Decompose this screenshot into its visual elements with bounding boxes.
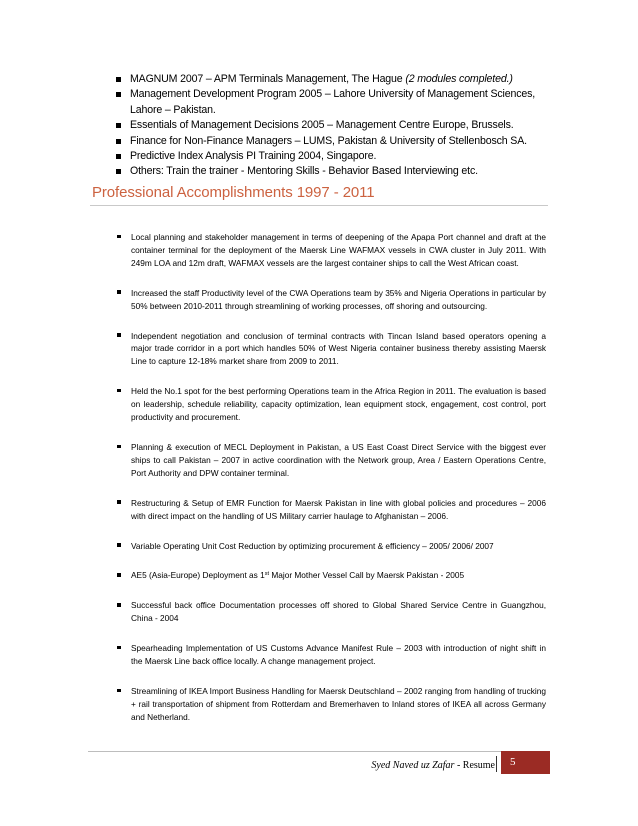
section-divider: [90, 205, 548, 206]
accomplishment-text: Independent negotiation and conclusion of terminal contracts with Tincan Island based operators opening a major trade corridor in a port which handles 50% of West Nigeria container business thereby assisting Maersk Line to capture 12-18% market share from 2009 to 2011.: [131, 330, 546, 367]
footer-separator: [496, 756, 497, 772]
footer-doc-label: - Resume: [454, 760, 495, 771]
list-item: [116, 72, 561, 87]
accomplishment-text: Streamlining of IKEA Import Business Handling for Maersk Deutschland – 2002 ranging from handling of trucking + rail transportation of shipment from Rotterdam and Bremerhaven to Inland stores of IKEA all across Germany and Netherland.: [131, 685, 546, 722]
training-text: Others: Train the trainer - Mentoring Skills - Behavior Based Interviewing etc.: [130, 165, 478, 178]
square-bullet-icon: [117, 333, 121, 337]
list-item: [117, 599, 546, 625]
training-text: Finance for Non-Finance Managers – LUMS, Pakistan & University of Stellenbosch SA.: [130, 134, 527, 147]
square-bullet-icon: [117, 290, 121, 294]
square-bullet-icon: [117, 500, 121, 504]
training-text: Management Development Program 2005 – Lahore University of Management Sciences, Lahore – Pakistan.: [130, 88, 536, 116]
training-note: (2 modules completed.): [405, 73, 513, 85]
square-bullet-icon: [117, 646, 121, 650]
accomplishment-text: Local planning and stakeholder management in terms of deepening of the Apapa Port channel and draft at the container terminal for the deployment of the Maersk Line WAFMAX vessels in CWA cluster in July 2011. With 249m LOA and 12m draft, WAFMAX vessels are the largest container ships to call the West African coast.: [131, 232, 546, 268]
square-bullet-icon: [117, 603, 121, 607]
page-number: 5: [501, 751, 550, 774]
list-item: [117, 287, 546, 313]
training-list: [116, 72, 561, 180]
list-item: [117, 642, 546, 668]
accomplishment-text: Increased the staff Productivity level of the CWA Operations team by 35% and Nigeria Operations in particular by 50% between 2010-2011 through streamlining of working processes, off shoring and outsourcing.: [131, 287, 546, 311]
list-item: [116, 149, 561, 164]
accomplishment-text: Held the No.1 spot for the best performing Operations team in the Africa Region in 2011. The evaluation is based on leadership, schedule reliability, capacity optimization, lean equipment stock, engagement, cost control, port productivity and procurement.: [131, 386, 546, 423]
accomplishment-text: AE5 (Asia-Europe) Deployment as 1: [131, 570, 265, 581]
square-bullet-icon: [116, 139, 121, 144]
accomplishment-text: Spearheading Implementation of US Customs Advance Manifest Rule – 2003 with introduction of night shift in the Maersk Line back office locally. A change management project.: [131, 643, 546, 667]
section-title: Professional Accomplishments 1997 - 2011: [92, 184, 375, 201]
list-item: [117, 231, 546, 270]
accomplishment-text: Restructuring & Setup of EMR Function for Maersk Pakistan in line with global policies and procedures – 2006 with direct impact on the handling of US Military carrier haulage to Afghanistan – 2006.: [131, 497, 546, 521]
list-item: [116, 87, 561, 118]
list-item: [116, 134, 561, 149]
square-bullet-icon: [116, 92, 121, 97]
square-bullet-icon: [117, 389, 121, 393]
list-item: [117, 441, 546, 480]
square-bullet-icon: [117, 543, 121, 547]
ordinal-suffix: st: [264, 571, 270, 578]
list-item: [116, 164, 561, 179]
accomplishment-text-cont: Major Mother Vessel Call by Maersk Pakistan - 2005: [269, 570, 465, 581]
accomplishment-text: Successful back office Documentation processes off shored to Global Shared Service Centre in Guangzhou, China - 2004: [131, 600, 546, 624]
accomplishment-text: Variable Operating Unit Cost Reduction by optimizing procurement & efficiency – 2005/ 2006/ 2007: [131, 540, 494, 551]
footer-label: [371, 759, 495, 773]
training-text: MAGNUM 2007 – APM Terminals Management, The Hague: [130, 73, 406, 85]
list-item: [117, 685, 546, 724]
square-bullet-icon: [117, 573, 121, 577]
square-bullet-icon: [117, 689, 121, 693]
list-item: [117, 330, 546, 369]
square-bullet-icon: [116, 123, 121, 128]
square-bullet-icon: [116, 169, 121, 174]
list-item: [117, 497, 546, 523]
list-item: [116, 118, 561, 133]
square-bullet-icon: [116, 77, 121, 82]
list-item: [117, 385, 546, 424]
square-bullet-icon: [117, 445, 121, 449]
square-bullet-icon: [116, 154, 121, 159]
list-item: [117, 569, 546, 582]
accomplishment-text: Planning & execution of MECL Deployment in Pakistan, a US East Coast Direct Service with the biggest ever ships to call Pakistan – 2007 in active coordination with the Network group, Area / Eastern Operations Centre, Port Authority and DPW container terminal.: [131, 441, 546, 478]
training-text: Predictive Index Analysis PI Training 2004, Singapore.: [130, 150, 377, 163]
footer-divider: [88, 751, 550, 752]
training-text: Essentials of Management Decisions 2005 – Management Centre Europe, Brussels.: [130, 119, 514, 132]
square-bullet-icon: [117, 235, 121, 239]
list-item: [117, 540, 546, 553]
accomplishments-list: [117, 231, 546, 741]
footer-author-name: Syed Naved uz Zafar: [371, 760, 455, 771]
